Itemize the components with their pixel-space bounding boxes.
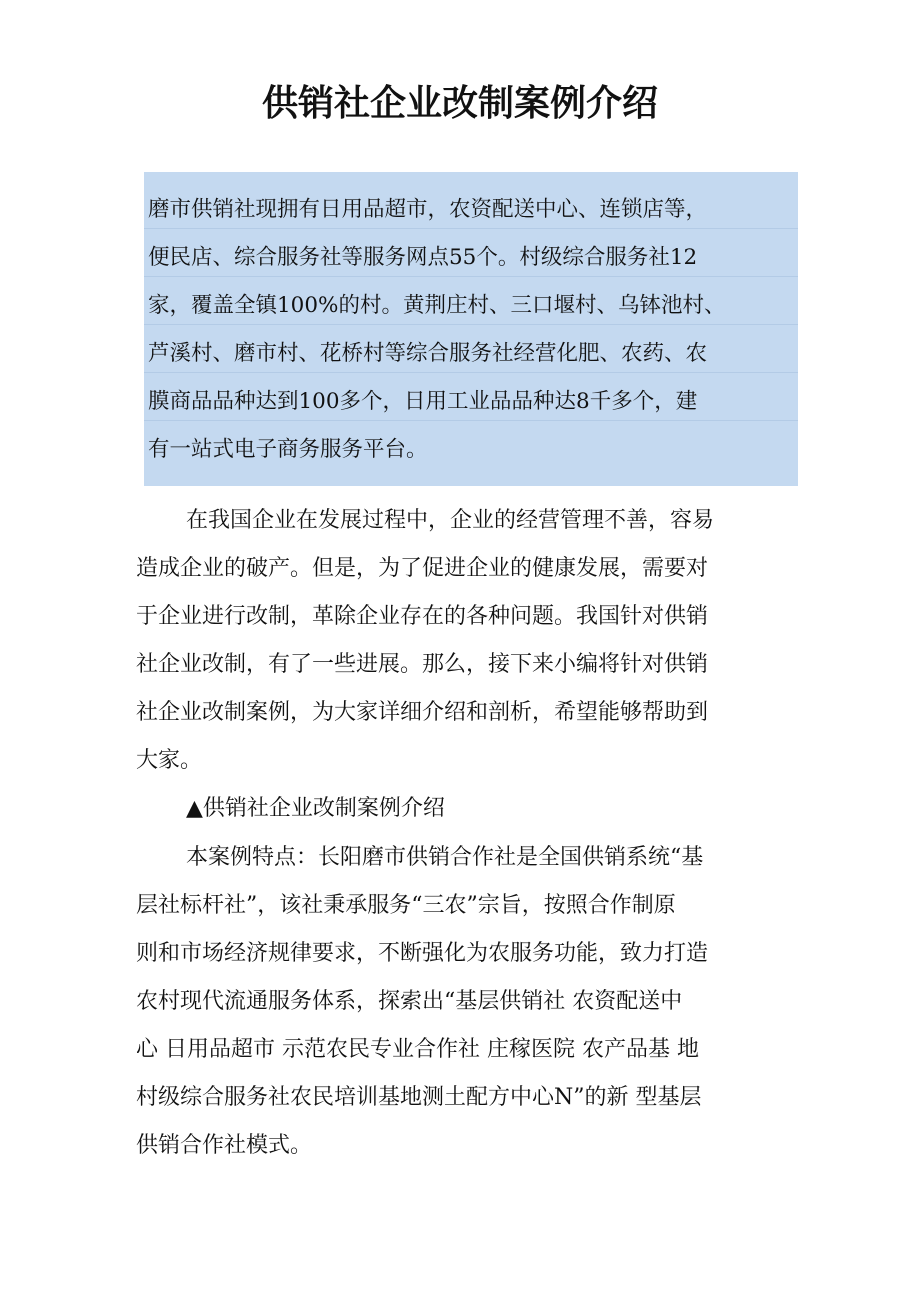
intro-paragraph-line: 大家。 (136, 748, 203, 773)
case-paragraph-line: 村级综合服务社农民培训基地测土配方中心N”的新 型基层 (136, 1085, 702, 1110)
intro-paragraph-line: 在我国企业在发展过程中，企业的经营管理不善，容易 (186, 508, 715, 533)
intro-paragraph-line: 社企业改制，有了一些进展。那么，接下来小编将针对供销 (136, 652, 709, 677)
highlight-line: 便民店、综合服务社等服务网点55个。村级综合服务社12 (148, 245, 698, 270)
case-paragraph-line: 供销合作社模式。 (136, 1133, 313, 1158)
highlight-row-divider (144, 324, 798, 325)
intro-paragraph-line: 造成企业的破产。但是，为了促进企业的健康发展，需要对 (136, 556, 709, 581)
case-paragraph-line: 层社标杆社”，该社秉承服务“三农”宗旨，按照合作制原 (136, 893, 676, 918)
highlight-line: 磨市供销社现拥有日用品超市，农资配送中心、连锁店等， (148, 197, 708, 222)
highlight-row-divider (144, 420, 798, 421)
highlight-line: 家，覆盖全镇100%的村。黄荆庄村、三口堰村、乌钵池村、 (148, 293, 726, 318)
case-paragraph-line: 则和市场经济规律要求，不断强化为农服务功能，致力打造 (136, 941, 709, 966)
section-heading: ▲供销社企业改制案例介绍 (186, 796, 445, 821)
highlight-row-divider (144, 228, 798, 229)
highlight-line: 芦溪村、磨市村、花桥村等综合服务社经营化肥、农药、农 (148, 341, 708, 366)
highlight-row-divider (144, 276, 798, 277)
highlight-line: 有一站式电子商务服务平台。 (148, 437, 428, 462)
intro-paragraph-line: 社企业改制案例，为大家详细介绍和剖析，希望能够帮助到 (136, 700, 709, 725)
intro-paragraph-line: 于企业进行改制，革除企业存在的各种问题。我国针对供销 (136, 604, 709, 629)
case-paragraph-line: 心 日用品超市 示范农民专业合作社 庄稼医院 农产品基 地 (136, 1037, 699, 1062)
highlight-line: 膜商品品种达到100多个，日用工业品品种达8千多个，建 (148, 389, 698, 414)
page-title: 供销社企业改制案例介绍 (261, 83, 658, 124)
case-paragraph-line: 农村现代流通服务体系，探索出“基层供销社 农资配送中 (136, 989, 683, 1014)
case-paragraph-line: 本案例特点：长阳磨市供销合作社是全国供销系统“基 (186, 845, 704, 870)
highlight-row-divider (144, 372, 798, 373)
